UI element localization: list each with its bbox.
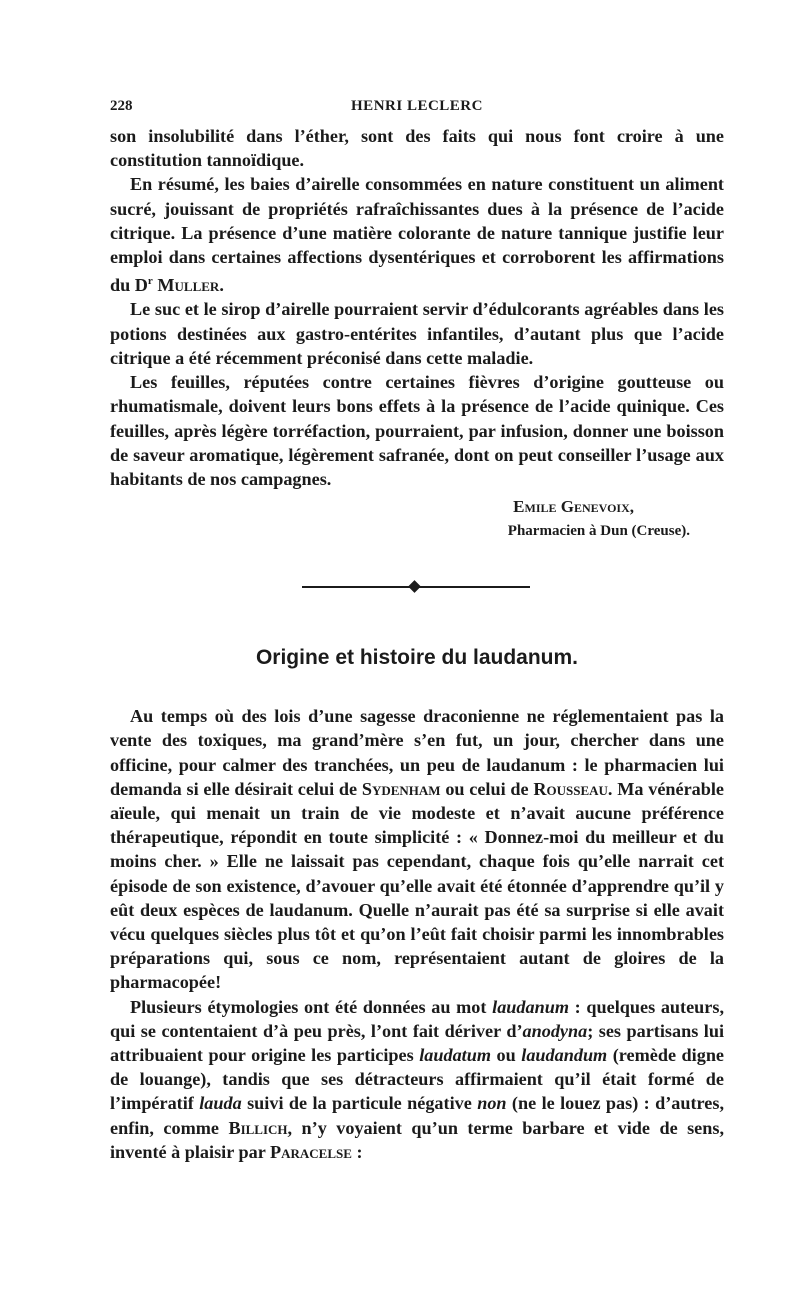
author-name-paracelse: Paracelse <box>270 1141 352 1162</box>
signature-name: Emile Genevoix, <box>513 497 634 517</box>
paragraph-continuation: son insolubilité dans l’éther, sont des faits qui nous font croire à une constitution tannoïdique. <box>110 126 724 171</box>
running-title: HENRI LECLERC <box>351 98 483 114</box>
signature-title: Pharmacien à Dun (Creuse). <box>507 523 690 540</box>
paragraph-leaves: Les feuilles, réputées contre certaines fièvres d’origine goutteuse ou rhumatismale, doivent leurs bons effets à la présence de l’acide quinique. Ces feuilles, après légère torréfaction, pourraient, par infusion, donner une boisson de saveur aromatique, légèrement safranée, dont on peut conseiller l’usage aux habitants de nos campagnes. <box>110 372 724 489</box>
paragraph-summary: En résumé, les baies d’airelle consommées en nature constituent un aliment sucré, jouissant de propriétés rafraîchissantes dues à la présence de l’acide citrique. La présence d’une matière colorante de nature tannique justifie leur emploi dans certaines affections dysentériques et corroborent les affirmations du $D^r$ Muller. <box>110 174 724 296</box>
paragraph-grandmother: Au temps où des lois d’une sagesse draconienne ne réglementaient pas la vente des toxiques, ma grand’mère s’en fut, un jour, chercher dans une officine, pour calmer des tranchées, un peu de laudanum : le pharmacien lui demanda si elle désirait celui de Sydenham ou celui de Rousseau. Ma vénérable aïeule, qui menait un train de vie modeste et n’avait aucune préférence thérapeutique, répondit en toute simplicité : « Donnez-moi du meilleur et du moins cher. » Elle ne laissait pas cependant, chaque fois qu’elle narrait cet épisode de son existence, d’avouer qu’elle avait été étonnée d’apprendre qu’il y eût deux espèces de laudanum. Quelle n’aurait pas été sa surprise si elle avait vécu quelques siècles plus tôt et qu’on l’eût fait choisir parmi les innombrables préparations qui, sous ce nom, représentaient autant de gloires de la pharmacopée! <box>110 706 724 993</box>
page-number: 228 <box>110 98 133 114</box>
divider-diamond-ornament <box>408 580 421 593</box>
paragraph-syrup: Le suc et le sirop d’airelle pourraient servir d’édulcorants agréables dans les potions destinées aux gastro-entérites infantiles, d’autant plus que l’acide citrique a été récemment préconisé dans cette maladie. <box>110 299 724 368</box>
author-name-rousseau: Rousseau <box>533 778 608 799</box>
paragraph-etymology: Plusieurs étymologies ont été données au mot laudanum : quelques auteurs, qui se contentaient d’à peu près, l’ont fait dériver d’anodyna; ses partisans lui attribuaient pour origine les participes laudatum ou laudandum (remède digne de louange), tandis que ses détracteurs affirmaient qu’il était formé de l’impératif lauda suivi de la particule négative non (ne le louez pas) : d’autres, enfin, comme Billich, n’y voyaient qu’un terme barbare et vide de sens, inventé à plaisir par Paracelse : <box>110 996 725 1162</box>
book-page <box>110 98 724 1164</box>
running-header <box>110 98 724 124</box>
section-divider <box>110 577 724 597</box>
author-name-sydenham: Sydenham <box>361 778 441 799</box>
article-title: Origine et histoire du laudanum. <box>255 646 579 670</box>
author-name-billich: Billich <box>228 1117 288 1138</box>
author-name-muller: Muller <box>157 275 220 296</box>
